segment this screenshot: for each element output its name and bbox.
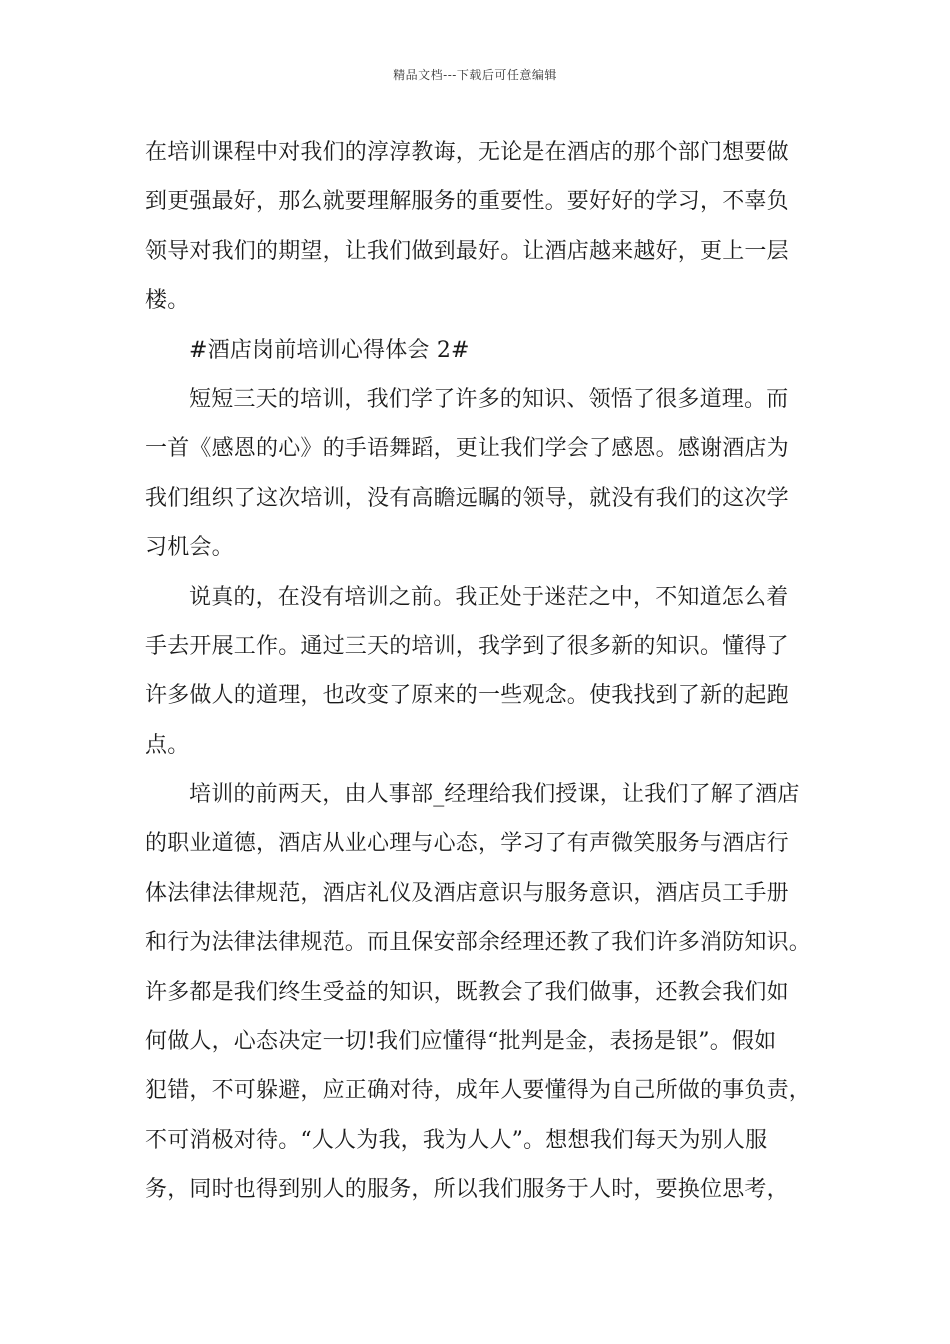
text-line: 的职业道德，酒店从业心理与心态，学习了有声微笑服务与酒店行 <box>145 831 789 857</box>
text-line: 说真的，在没有培训之前。我正处于迷茫之中，不知道怎么着 <box>189 584 789 610</box>
text-line: 何做人，心态决定一切!我们应懂得“批判是金，表扬是银”。假如 <box>145 1029 777 1055</box>
text-line: 短短三天的培训，我们学了许多的知识、领悟了很多道理。而 <box>189 386 789 412</box>
text-line: 务，同时也得到别人的服务，所以我们服务于人时，要换位思考， <box>145 1177 789 1203</box>
text-line: 领导对我们的期望，让我们做到最好。让酒店越来越好，更上一层 <box>145 238 789 264</box>
text-line: 不可消极对待。“人人为我，我为人人”。想想我们每天为别人服 <box>145 1127 768 1153</box>
text-line: 楼。 <box>145 288 190 314</box>
text-line: 点。 <box>145 732 190 758</box>
text-line: 习机会。 <box>145 535 234 561</box>
text-line: 许多做人的道理，也改变了原来的一些观念。使我找到了新的起跑 <box>145 683 789 709</box>
text-line: 到更强最好，那么就要理解服务的重要性。要好好的学习，不辜负 <box>145 189 789 215</box>
text-line: 犯错，不可躲避，应正确对待，成年人要懂得为自己所做的事负责， <box>145 1078 812 1104</box>
text-line: 我们组织了这次培训，没有高瞻远瞩的领导，就没有我们的这次学 <box>145 485 789 511</box>
text-line: 一首《感恩的心》的手语舞蹈，更让我们学会了感恩。感谢酒店为 <box>145 436 789 462</box>
text-line: 和行为法律法律规范。而且保安部余经理还教了我们许多消防知识。 <box>145 930 812 956</box>
page-header: 精品文档---下载后可任意编辑 <box>393 68 557 82</box>
text-line: 在培训课程中对我们的淳淳教诲，无论是在酒店的那个部门想要做 <box>145 140 789 165</box>
text-line: 许多都是我们终生受益的知识，既教会了我们做事，还教会我们如 <box>145 979 789 1005</box>
text-line: 体法律法律规范，酒店礼仪及酒店意识与服务意识，酒店员工手册 <box>145 880 789 906</box>
text-line: 手去开展工作。通过三天的培训，我学到了很多新的知识。懂得了 <box>145 633 789 659</box>
document-body <box>145 128 825 1215</box>
section-heading: #酒店岗前培训心得体会 2# <box>189 337 470 363</box>
text-line: 培训的前两天，由人事部_经理给我们授课，让我们了解了酒店 <box>189 782 800 808</box>
